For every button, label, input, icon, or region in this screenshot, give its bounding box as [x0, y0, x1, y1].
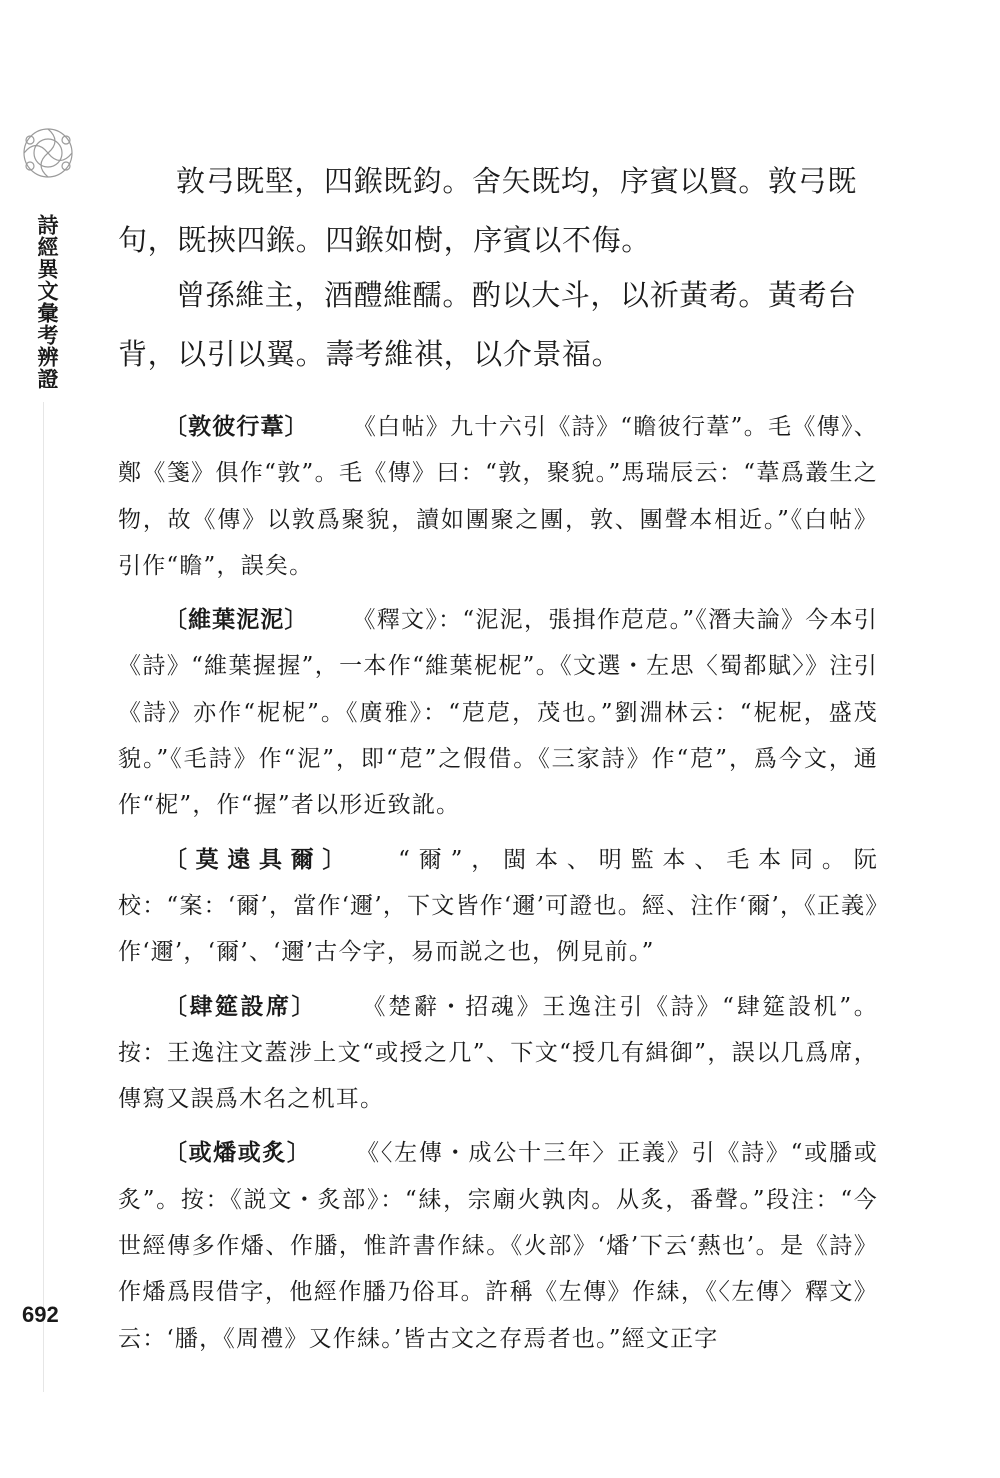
- page-number: 692: [22, 1302, 59, 1327]
- entry-text: 《〈左傳・成公十三年〉正義》引《詩》“或膰或炙”。按：《説文・炙部》：“䋘，宗廟火孰肉。从炙，番聲。”段注：“今世經傳多作燔、作膰，惟許書作䋘。《火部》‘燔’下云‘爇也’。是《詩》作燔爲叚借字，他經作膰乃俗耳。許稱《左傳》作䋘，《〈左傳〉釋文》云：‘膰，《周禮》又作䋘。’皆古文之存焉者也。”經文正字: [118, 1140, 878, 1352]
- poem-stanza: [118, 266, 878, 384]
- entry-text: 《楚辭・招魂》王逸注引《詩》“肆筵設机”。按：王逸注文蓋涉上文“或授之几”、下文“授几有緝御”，誤以几爲席，傳寫又誤爲木名之机耳。: [118, 993, 878, 1113]
- entry-heading: 〔敦彼行葦〕: [164, 413, 309, 440]
- entry-text: 《釋文》：“泥泥，張揖作苨苨。”《潛夫論》今本引《詩》“維葉握握”，一本作“維葉柅柅”。《文選・左思〈蜀都賦〉》注引《詩》亦作“柅柅”。《廣雅》：“苨苨，茂也。”劉淵林云：“柅柅，盛茂貌。”《毛詩》作“泥”，即“苨”之假借。《三家詩》作“苨”，爲今文，通作“柅”，作“握”者以形近致訛。: [118, 607, 878, 819]
- book-title-vertical: 詩經異文彙考辨證: [35, 214, 60, 390]
- entry-text: “爾”，閩本、明監本、毛本同。阮校：“案：‘爾’，當作‘邇’，下文皆作‘邇’可證也。經、注作‘爾’，《正義》作‘邇’，‘爾’、‘邇’古今字，易而説之也，例見前。”: [118, 846, 879, 966]
- commentary-entry: [118, 597, 878, 828]
- decorative-ornament: [10, 122, 86, 184]
- commentary-section: [118, 404, 878, 1370]
- entry-heading: 〔肆筵設席〕: [164, 992, 317, 1020]
- poem-text: 敦弓既堅，四鍭既鈞。舍矢既均，序賓以賢。敦弓既句，既挾四鍭。四鍭如樹，序賓以不侮。: [118, 164, 857, 257]
- poem-text: 曾孫維主，酒醴維醹。酌以大斗，以祈黃耇。黃耇台背，以引以翼。壽考維祺，以介景福。: [118, 278, 857, 371]
- poem-stanza: [118, 152, 878, 270]
- entry-heading: 〔或燔或炙〕: [164, 1139, 312, 1167]
- entry-heading: 〔莫遠具爾〕: [164, 845, 355, 873]
- commentary-entry: [118, 984, 878, 1123]
- entry-text: 《白帖》九十六引《詩》“瞻彼行葦”。毛《傳》、鄭《箋》俱作“敦”。毛《傳》曰：“敦，聚貌。”馬瑞辰云：“葦爲叢生之物，故《傳》以敦爲聚貌，讀如團聚之團，敦、團聲本相近。”《白帖》引作“瞻”，誤矣。: [118, 414, 878, 579]
- side-divider: [43, 402, 44, 1392]
- commentary-entry: [118, 1130, 878, 1361]
- commentary-entry: [118, 837, 878, 976]
- commentary-entry: [118, 404, 878, 589]
- entry-heading: 〔維葉泥泥〕: [164, 606, 309, 634]
